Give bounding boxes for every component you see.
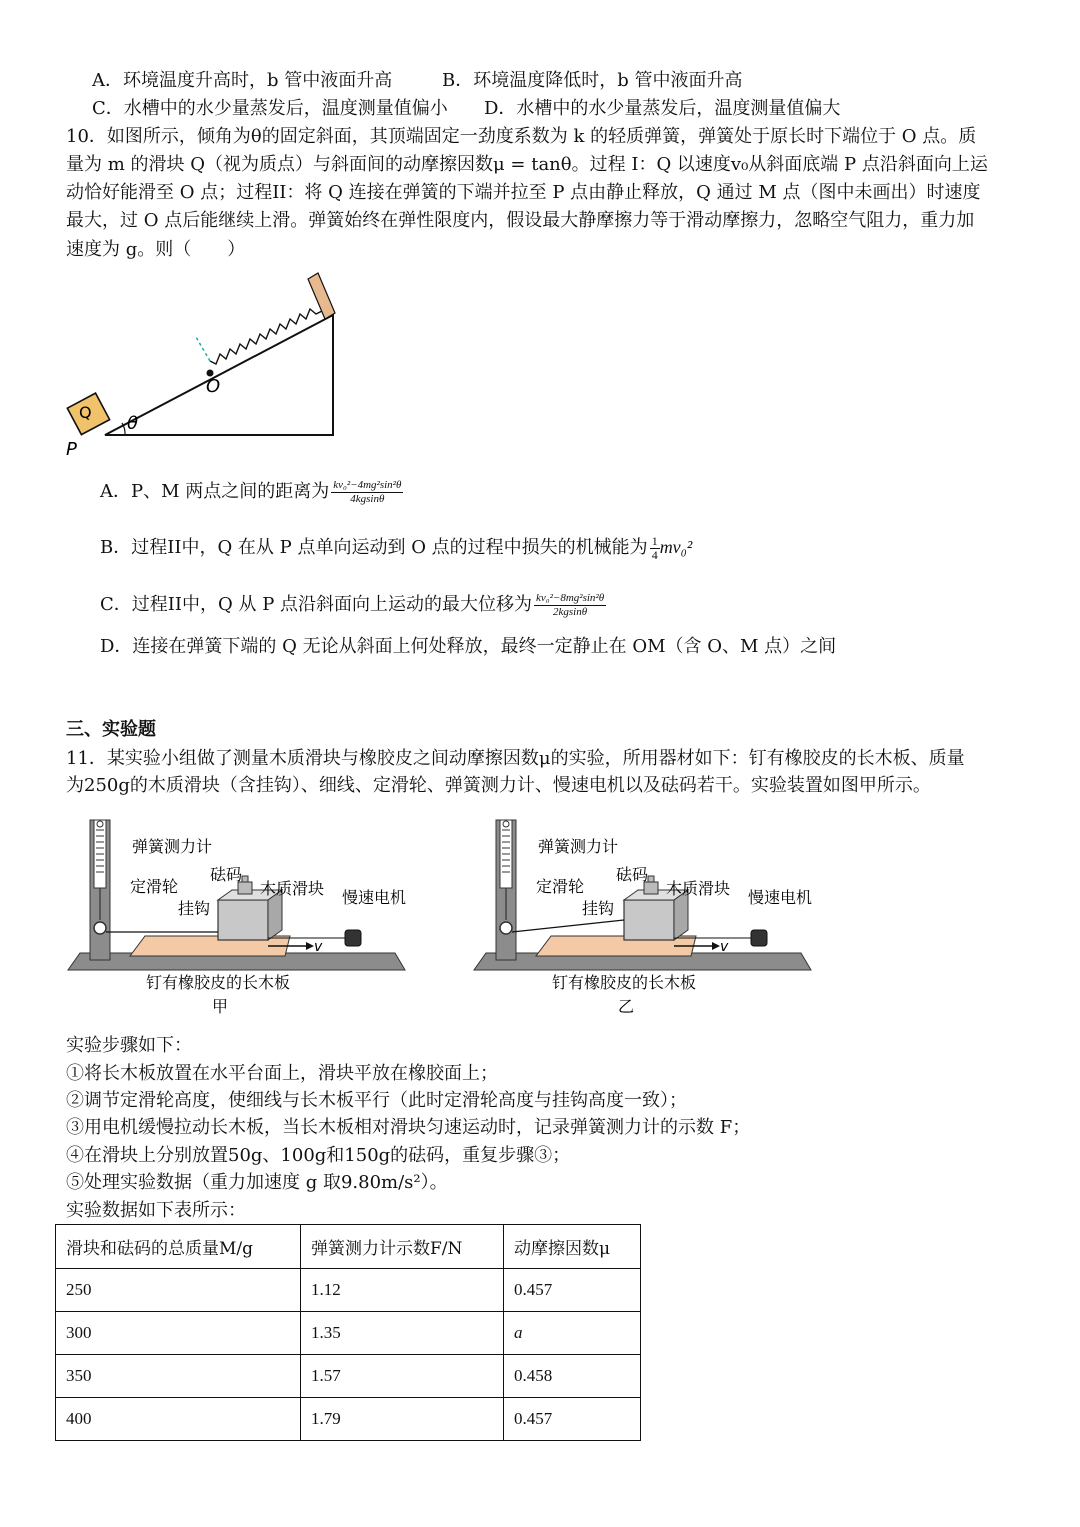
step-intro: 实验步骤如下：: [66, 1035, 192, 1056]
label-hook-yi: 挂钩: [582, 899, 615, 918]
table-row: [56, 1355, 641, 1398]
label-scale-jia: 弹簧测力计: [132, 837, 213, 856]
q9-option-a: A．环境温度升高时，b 管中液面升高: [92, 70, 393, 91]
spring-mount: [308, 273, 335, 319]
table-cell: 0.457: [504, 1398, 641, 1441]
q11-line-2: 为250g的木质滑块（含挂钩）、细线、定滑轮、弹簧测力计、慢速电机以及砝码若干。实验装置如图甲所示。: [66, 775, 931, 796]
label-block-jia: 木质滑块: [260, 879, 325, 898]
table-cell: 300: [56, 1312, 301, 1355]
label-v-yi: v: [720, 939, 729, 955]
table-cell: 1.12: [301, 1269, 504, 1312]
table-cell: 0.457: [504, 1269, 641, 1312]
table-header-mu: 动摩擦因数μ: [504, 1225, 641, 1269]
data-table: [55, 1224, 641, 1441]
q10-line-2: 量为 m 的滑块 Q（视为质点）与斜面间的动摩擦因数μ = tanθ。过程 I：Q 以速度v₀从斜面底端 P 点沿斜面向上运: [66, 154, 988, 175]
q10-line-5: 速度为 g。则（ ）: [66, 239, 246, 260]
label-o: O: [206, 376, 221, 397]
label-board-yi: 钉有橡胶皮的长木板: [552, 973, 697, 992]
q9-option-d: D．水槽中的水少量蒸发后，温度测量值偏大: [484, 98, 841, 119]
q10-option-b: B．过程II中，Q 在从 P 点单向运动到 O 点的过程中损失的机械能为 $\frac{1}{4}$ mv₀²: [100, 533, 693, 562]
table-cell: 250: [56, 1269, 301, 1312]
table-header-row: [56, 1225, 641, 1269]
incline-figure: [60, 265, 350, 460]
table-row: [56, 1312, 641, 1355]
label-motor-yi: 慢速电机: [748, 888, 813, 907]
step-3: ③用电机缓慢拉动长木板，当长木板相对滑块匀速运动时，记录弹簧测力计的示数 F；: [66, 1117, 751, 1138]
label-scale-yi: 弹簧测力计: [538, 837, 619, 856]
table-cell: 1.57: [301, 1355, 504, 1398]
table-cell: 1.79: [301, 1398, 504, 1441]
q9-option-b: B．环境温度降低时，b 管中液面升高: [442, 70, 743, 91]
label-board-jia: 钉有橡胶皮的长木板: [146, 973, 291, 992]
label-q: Q: [79, 403, 92, 422]
spring: [210, 309, 322, 364]
table-intro: 实验数据如下表所示：: [66, 1200, 246, 1221]
q10-line-4: 最大，过 O 点后能继续上滑。弹簧始终在弹性限度内，假设最大静摩擦力等于滑动摩擦力，忽略空气阻力，重力加: [66, 210, 975, 231]
table-cell: 1.35: [301, 1312, 504, 1355]
table-header-mass: 滑块和砝码的总质量M/g: [56, 1225, 301, 1269]
q10-line-3: 动恰好能滑至 O 点；过程II：将 Q 连接在弹簧的下端并拉至 P 点由静止释放，Q 通过 M 点（图中未画出）时速度: [66, 182, 981, 203]
q10-option-c: C．过程II中，Q 从 P 点沿斜面向上运动的最大位移为 $\frac{\text{kv₀²−8mg²sin²θ}}{2kgsin\theta}$: [100, 591, 605, 618]
q10-option-a: A．P、M 两点之间的距离为 $\frac{\text{kv₀²−4mg²sin²θ}}{4kgsin\theta}$: [100, 478, 402, 505]
table-header-force: 弹簧测力计示数F/N: [301, 1225, 504, 1269]
string-yi: [512, 920, 624, 932]
step-4: ④在滑块上分别放置50g、100g和150g的砝码，重复步骤③；: [66, 1145, 571, 1166]
incline-slope: [105, 315, 333, 435]
label-pulley-jia: 定滑轮: [130, 877, 179, 896]
label-v-jia: v: [314, 939, 323, 955]
label-hook-jia: 挂钩: [178, 899, 211, 918]
table-cell: 400: [56, 1398, 301, 1441]
q10-option-d: D．连接在弹簧下端的 Q 无论从斜面上何处释放，最终一定静止在 OM（含 O、M 点）之间: [100, 636, 837, 657]
q9-option-c: C．水槽中的水少量蒸发后，温度测量值偏小: [92, 98, 448, 119]
q10-line-1: 10．如图所示，倾角为θ的固定斜面，其顶端固定一劲度系数为 k 的轻质弹簧，弹簧处于原长时下端位于 O 点。质: [66, 126, 977, 147]
table-row: [56, 1398, 641, 1441]
label-pulley-yi: 定滑轮: [536, 877, 585, 896]
label-fig-jia: 甲: [212, 997, 229, 1016]
table-row: [56, 1269, 641, 1312]
apparatus-figures: [60, 808, 820, 1020]
section-title: 三、实验题: [66, 719, 156, 740]
step-1: ①将长木板放置在水平台面上，滑块平放在橡胶面上；: [66, 1063, 498, 1084]
step-5: ⑤处理实验数据（重力加速度 g 取9.80m/s²）。: [66, 1172, 448, 1193]
q11-line-1: 11．某实验小组做了测量木质滑块与橡胶皮之间动摩擦因数μ的实验，所用器材如下：钉有橡胶皮的长木板、质量: [66, 748, 965, 769]
table-cell: 350: [56, 1355, 301, 1398]
label-fig-yi: 乙: [618, 997, 635, 1016]
label-weight-jia: 砝码: [210, 865, 243, 884]
spring-dashed-line: [196, 337, 210, 361]
label-motor-jia: 慢速电机: [342, 888, 407, 907]
label-block-yi: 木质滑块: [666, 879, 731, 898]
label-theta: θ: [127, 413, 139, 434]
step-2: ②调节定滑轮高度，使细线与长木板平行（此时定滑轮高度与挂钩高度一致）；: [66, 1090, 687, 1111]
label-weight-yi: 砝码: [616, 865, 649, 884]
label-p: P: [66, 439, 77, 460]
table-cell: 0.458: [504, 1355, 641, 1398]
table-cell: a: [504, 1312, 641, 1355]
